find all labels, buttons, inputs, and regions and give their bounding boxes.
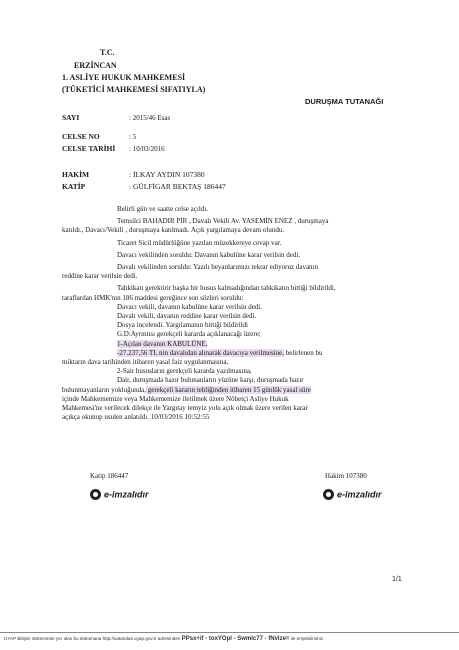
meta-value-sayi: : 2015/46 Esas bbox=[129, 114, 171, 122]
e-signature-icon bbox=[323, 489, 334, 500]
footer-tail: ile erişebilirsiniz. bbox=[290, 636, 325, 641]
para-defendant-final: Davalı vekili, davanın reddine karar verilsin dedi. bbox=[117, 312, 257, 321]
para-defendant-line1: Davalı vekilinden soruldu: Yazılı beyanlarımızı tekrar ediyoruz davanın bbox=[117, 263, 318, 272]
para-plaintiff-final: Davacı vekili, davanın kabulüne karar verilsin dedi. bbox=[117, 302, 263, 311]
minutes-body bbox=[62, 205, 417, 422]
footer bbox=[4, 636, 324, 642]
para-investigation-line1: Tahkikatı gerektirir başka bir husus kalmadığından tahkikatın bittiği bildirildi, bbox=[117, 284, 336, 293]
esign-judge bbox=[323, 485, 382, 503]
para-trade-registry: Ticaret Sicil müdürlüğüne yazılan müzekkereye cevap var. bbox=[117, 238, 282, 247]
para-defendant-asked bbox=[62, 263, 417, 281]
para-interest: miktarın dava tarihinden itibaren yasal faiz uygulanmasına, bbox=[62, 358, 229, 367]
court-name: 1. ASLİYE HUKUK MAHKEMESİ bbox=[62, 73, 186, 82]
para-verdict-line2 bbox=[62, 386, 417, 395]
para-attendance-line2: katıldı., Davacı/Vekili , duruşmaya katılmadı. Açık yargılamaya devam olundu. bbox=[62, 226, 285, 235]
meta-label-celse-no: CELSE NO bbox=[62, 132, 100, 141]
verdict-absent-text: bulunmayanların yokluğunda, bbox=[62, 385, 146, 394]
tc-label: T.C. bbox=[100, 48, 115, 57]
meta-value-celse-no: : 5 bbox=[129, 133, 137, 141]
meta-value-celse-tarihi: : 10/03/2016 bbox=[129, 145, 165, 153]
staff-label-katip: KATİP bbox=[62, 182, 86, 191]
staff-value-hakim: : İLKAY AYDIN 107380 bbox=[129, 170, 205, 179]
esign-clerk bbox=[90, 485, 149, 503]
meta-label-sayi: SAYI bbox=[62, 113, 80, 122]
footer-text: UYAP Bilişim Sisteminde yer alan bu dokümana http://vatandas.uyap.gov.tr adresinden bbox=[4, 636, 181, 641]
para-award bbox=[62, 349, 417, 358]
footer-code: PPsx+if - toxYOpl - Swmlc77 - fNvlze= bbox=[181, 636, 290, 642]
appeal-period-text: gerekçeli kararın tebliğinden itibaren 15 günlük yasal süre bbox=[145, 385, 311, 394]
para-reasoned-decision: G.D:Ayrıntısı gerekçeli kararda açıklanacağı üzere; bbox=[117, 330, 261, 339]
para-defendant-line2: reddine karar verilsin dedi. bbox=[62, 272, 138, 281]
para-attendance bbox=[62, 217, 417, 235]
para-verdict-line3: içinde Mahkememize veya Mahkememize iletilmek üzere Nöbetçi Asliye Hukuk bbox=[62, 394, 289, 403]
staff-value-katip: : GÜLFİGAR BEKTAŞ 186447 bbox=[129, 182, 226, 191]
para-verdict-line4: Mahkemesi'ne verilecek dilekçe ile Yargıtay temyiz yolu açık olmak üzere verilen karar bbox=[62, 404, 308, 413]
para-plaintiff-asked: Davacı vekilinden soruldu: Davanın kabulüne karar verilsin dedi. bbox=[117, 250, 301, 259]
signature-clerk: Katip 186447 bbox=[90, 472, 129, 480]
esign-judge-label: e-imzalıdır bbox=[337, 489, 382, 500]
court-subtitle: (TÜKETİCİ MAHKEMESİ SIFATIYLA) bbox=[62, 85, 206, 94]
para-file-reviewed: Dosya incelendi. Yargılamanın bittiği bildirildi bbox=[117, 321, 248, 330]
acceptance-text: 1-Açılan davanın KABULÜNE, bbox=[117, 339, 208, 348]
signature-judge: Hakim 107380 bbox=[325, 472, 367, 480]
meta-label-celse-tarihi: CELSE TARİHİ bbox=[62, 144, 116, 153]
para-investigation-complete bbox=[62, 284, 417, 302]
para-acceptance bbox=[62, 340, 417, 349]
city-label: ERZİNCAN bbox=[74, 61, 117, 70]
para-investigation-line2: taraflardan HMK'nın 186 maddesi gereğince son sözleri soruldu: bbox=[62, 293, 244, 302]
document-title: DURUŞMA TUTANAĞI bbox=[305, 97, 384, 106]
para-other-matters: 2-Sair hususların gerekçeli kararda yazılmasına, bbox=[117, 367, 252, 376]
e-signature-icon bbox=[90, 489, 101, 500]
para-verdict-line5: açıkça okunup usulen anlatıldı. 10/03/2016 10:52:55 bbox=[62, 413, 210, 422]
award-tail: belirlenen bu bbox=[283, 348, 323, 357]
footer-divider bbox=[0, 632, 459, 633]
para-attendance-line1: Temsilci BAHADIR PİR , Davalı Vekili Av. YASEMİN ENEZ , duruşmaya bbox=[117, 217, 329, 226]
award-amount-text: -27.237,56 TL nin davalıdan alınarak davacıya verilmesine, bbox=[117, 348, 284, 357]
staff-label-hakim: HAKİM bbox=[62, 170, 90, 179]
esign-clerk-label: e-imzalıdır bbox=[104, 489, 149, 500]
para-session-opened: Belirli gün ve saatte celse açıldı. bbox=[117, 205, 208, 213]
page-number: 1/1 bbox=[392, 576, 402, 583]
para-verdict-line1: Dair, duruşmada hazır bulunanların yüzüne karşı, duruşmada hazır bbox=[117, 376, 304, 385]
